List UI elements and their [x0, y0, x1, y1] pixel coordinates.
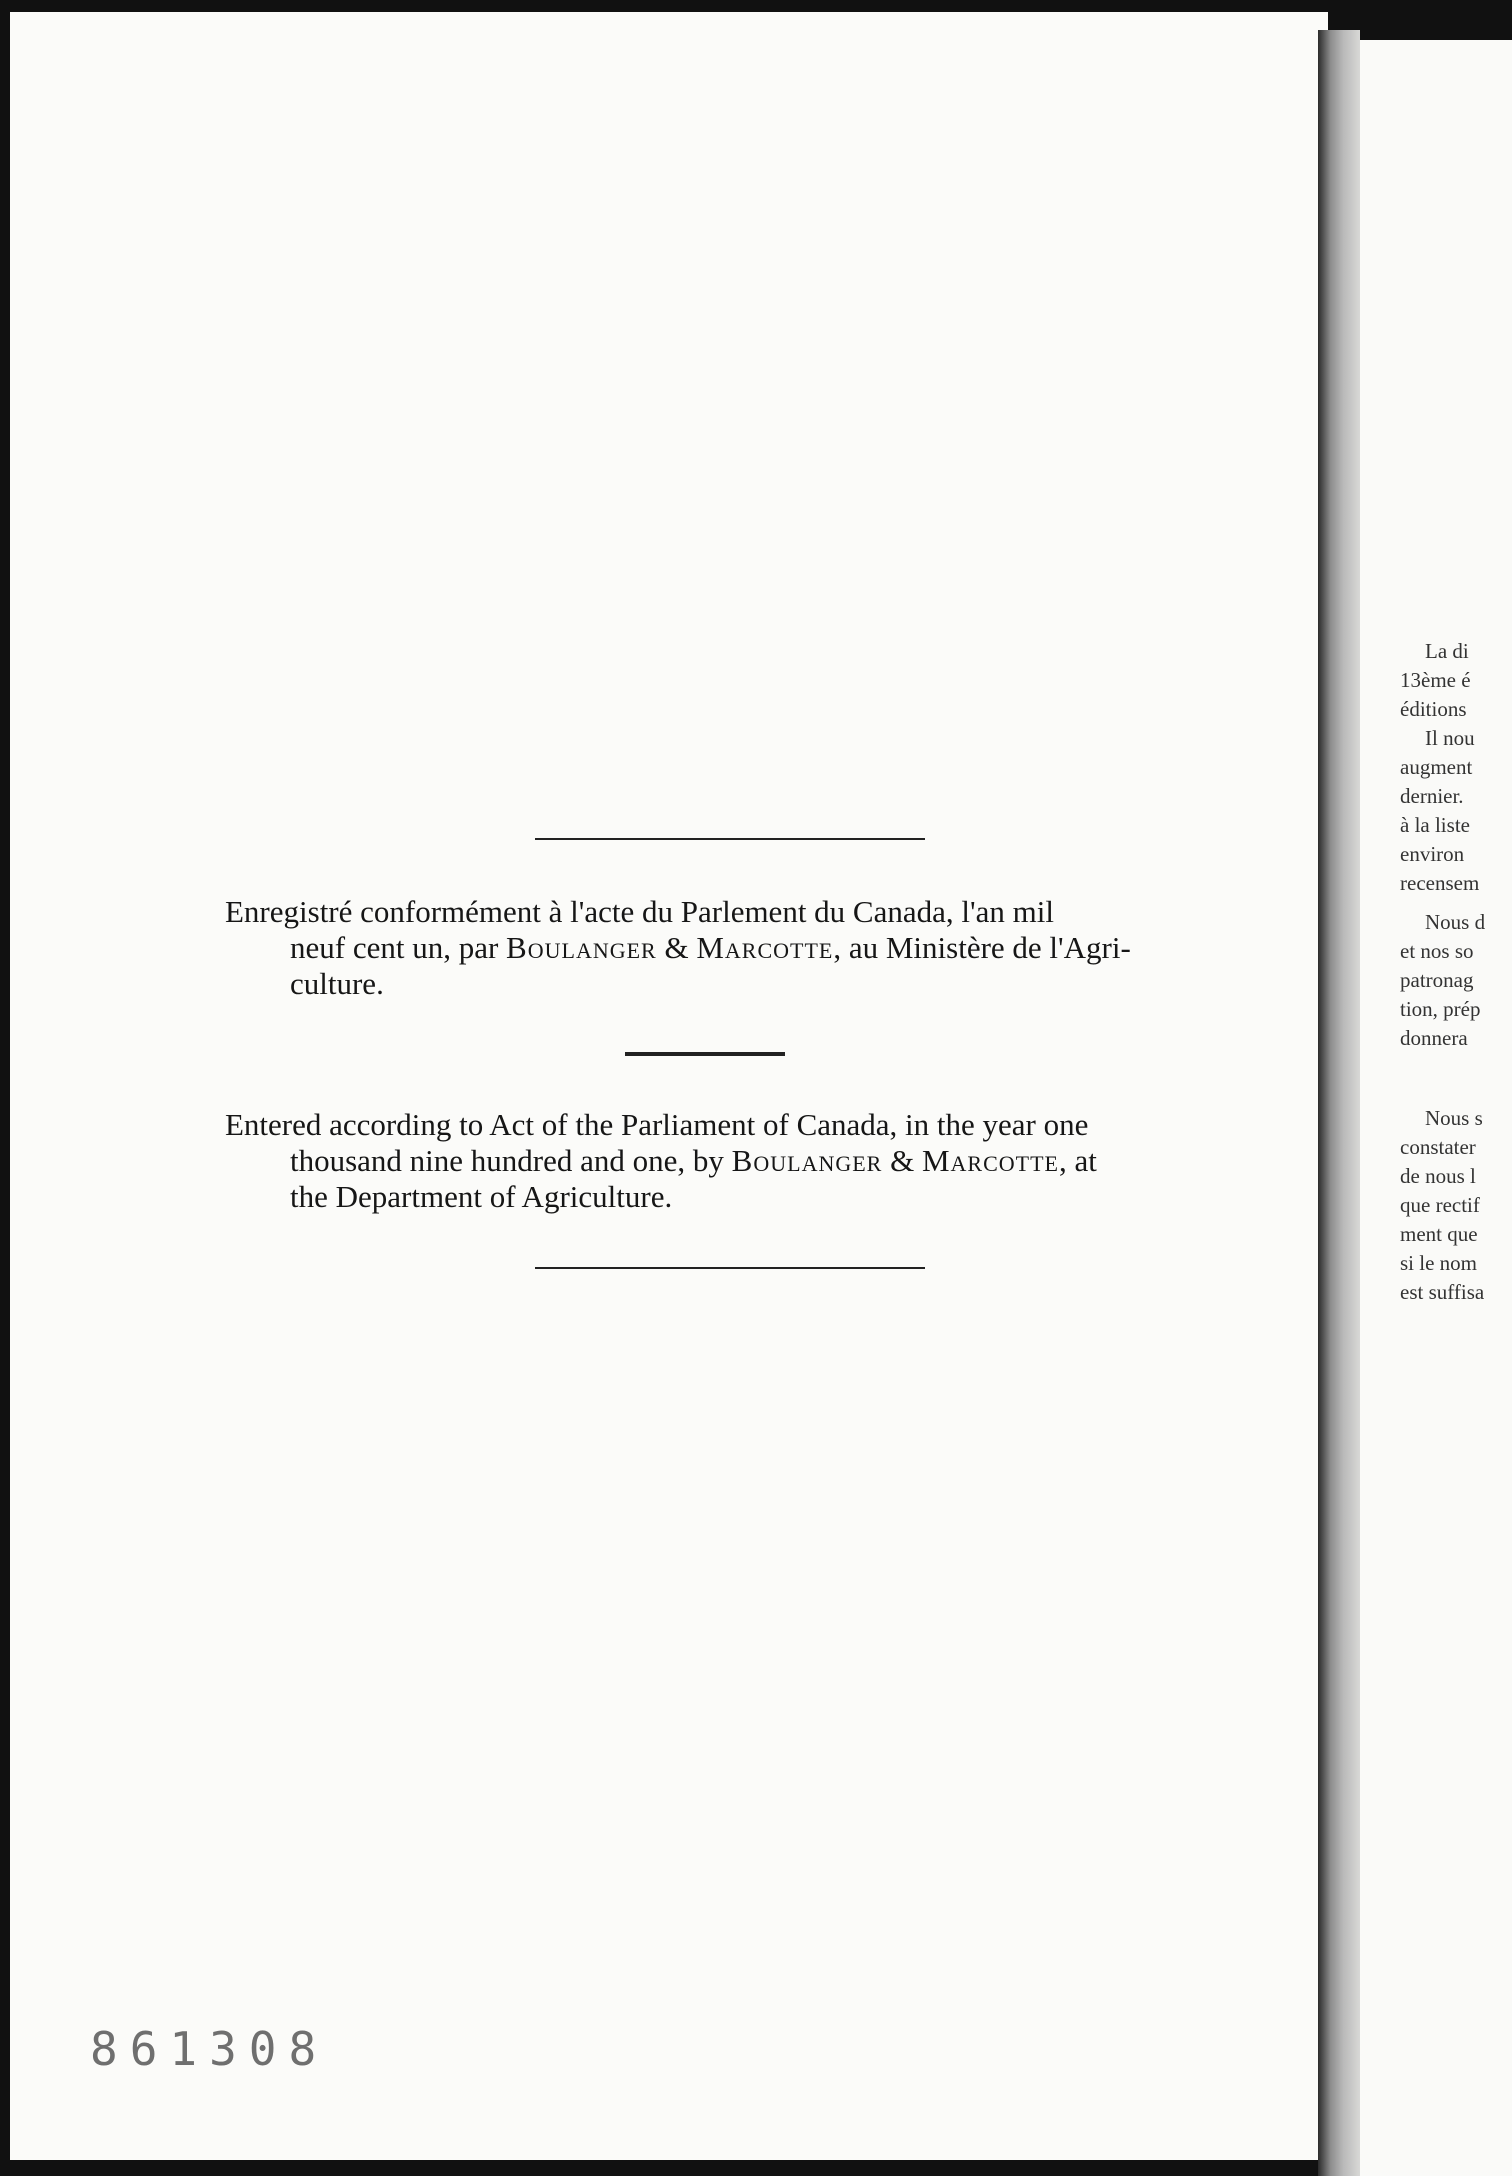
right-text-block-1: [1400, 637, 1479, 898]
text-line: à la liste: [1400, 813, 1470, 837]
text-line: donnera: [1400, 1026, 1468, 1050]
publisher-name-2: Marcotte: [921, 1143, 1059, 1178]
text-line: dernier.: [1400, 784, 1464, 808]
top-rule: [535, 838, 925, 840]
text-line: patronag: [1400, 968, 1474, 992]
text-line: est suffisa: [1400, 1280, 1485, 1304]
text-line: environ: [1400, 842, 1465, 866]
french-notice-line2: neuf cent un, par Boulanger & Marcotte, au Ministère de l'Agri-: [290, 930, 1131, 965]
text-line: Il nou: [1425, 726, 1475, 750]
text-line: augment: [1400, 755, 1473, 779]
left-page: [10, 12, 1328, 2160]
text-line: La di: [1425, 639, 1469, 663]
english-notice-line2: thousand nine hundred and one, by Boulanger & Marcotte, at: [290, 1143, 1097, 1178]
text-line: Nous s: [1425, 1106, 1483, 1130]
french-notice-line1: Enregistré conformément à l'acte du Parlement du Canada, l'an mil: [225, 894, 1054, 929]
text-line: éditions: [1400, 697, 1467, 721]
text-line: Nous d: [1425, 910, 1486, 934]
text-line: ment que: [1400, 1222, 1478, 1246]
text-line: tion, prép: [1400, 997, 1481, 1021]
archive-number: 861308: [90, 2022, 329, 2076]
text-line: et nos so: [1400, 939, 1474, 963]
right-text-block-3: [1400, 1104, 1484, 1307]
french-notice-line3: culture.: [290, 966, 384, 1001]
english-copyright-notice: [225, 1107, 1245, 1215]
bottom-rule: [535, 1267, 925, 1269]
text-line: que rectif: [1400, 1193, 1480, 1217]
text-line: 13ème é: [1400, 668, 1471, 692]
right-page: [1360, 40, 1512, 2176]
english-notice-line1: Entered according to Act of the Parliament of Canada, in the year one: [225, 1107, 1089, 1142]
text-line: constater: [1400, 1135, 1476, 1159]
text-line: de nous l: [1400, 1164, 1476, 1188]
text-line: si le nom: [1400, 1251, 1477, 1275]
french-copyright-notice: [225, 894, 1245, 1002]
middle-rule: [625, 1052, 785, 1056]
publisher-name-1: Boulanger: [506, 930, 657, 965]
text-line: recensem: [1400, 871, 1480, 895]
publisher-name-2: Marcotte: [696, 930, 834, 965]
english-notice-line3: the Department of Agriculture.: [290, 1179, 673, 1214]
book-gutter: [1318, 30, 1360, 2176]
publisher-name-1: Boulanger: [731, 1143, 883, 1178]
right-text-block-2: [1400, 908, 1485, 1053]
